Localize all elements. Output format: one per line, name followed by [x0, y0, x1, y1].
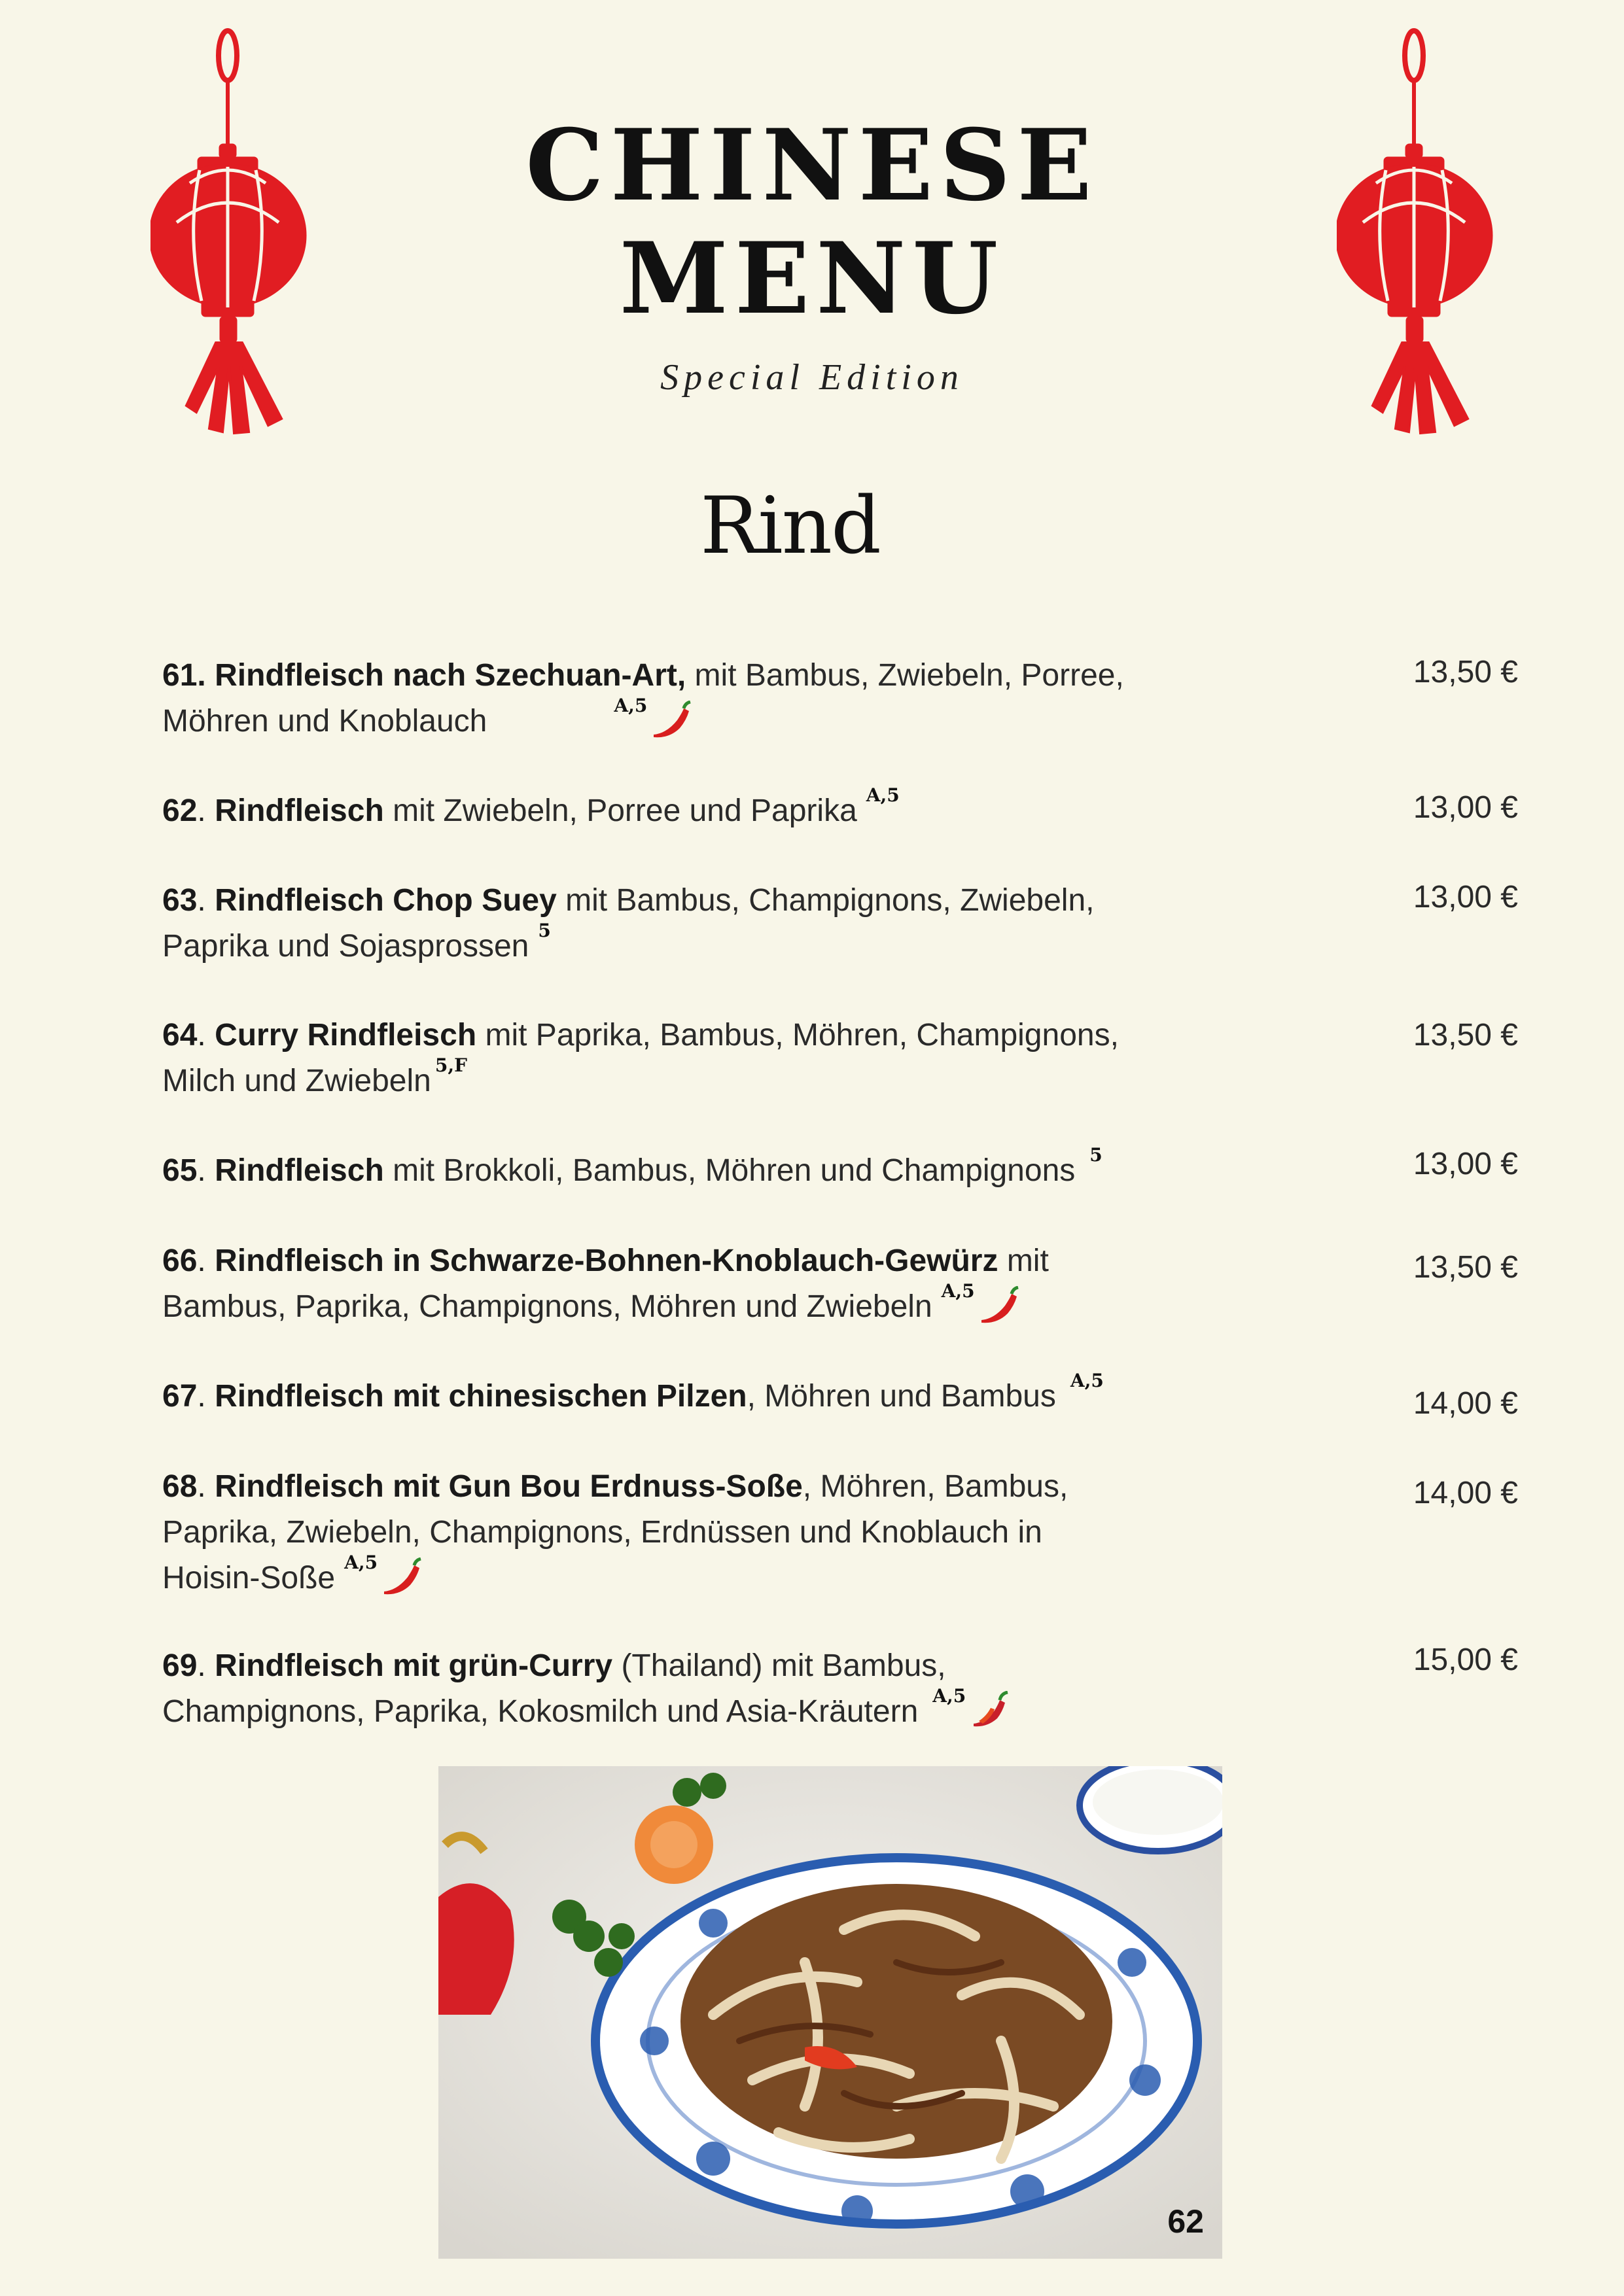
item-price: 13,50 € — [1413, 1018, 1518, 1052]
item-description: Hoisin-Soße — [162, 1561, 336, 1595]
menu-title-line2: MENU — [619, 221, 1005, 336]
menu-item: 63. Rindfleisch Chop Suey mit Bambus, Champignons, Zwiebeln, Paprika und Sojasprossen $^5$ — [162, 883, 1095, 964]
item-name: Rindfleisch mit Gun Bou Erdnuss-Soße — [215, 1469, 803, 1504]
item-description: Bambus, Paprika, Champignons, Möhren und Zwiebeln — [162, 1289, 932, 1324]
chili-pepper-icon — [966, 1691, 1013, 1730]
item-description: mit Brokkoli, Bambus, Möhren und Champignons — [383, 1153, 1076, 1188]
item-name: Rindfleisch in Schwarze-Bohnen-Knoblauch-Gewürz — [215, 1244, 998, 1278]
menu-item: 67. Rindfleisch mit chinesischen Pilzen, Möhren und Bambus $^{A,5}$ — [162, 1370, 1104, 1414]
item-description: mit Zwiebeln, Porree und Paprika — [383, 793, 857, 828]
item-price: 13,00 € — [1413, 1147, 1518, 1181]
allergen-codes: A,5 — [614, 695, 648, 716]
photo-dish-number: 62 — [1167, 2203, 1204, 2240]
item-description: , Möhren und Bambus — [747, 1379, 1056, 1414]
item-name: Rindfleisch nach Szechuan-Art, — [215, 658, 686, 693]
allergen-codes: 5 — [1089, 1144, 1103, 1166]
chili-pepper-icon — [647, 701, 694, 740]
item-name: Rindfleisch — [215, 1153, 384, 1188]
allergen-codes: A,5 — [932, 1685, 966, 1707]
item-number: 63 — [162, 883, 198, 918]
item-description: , Möhren, Bambus, — [802, 1469, 1068, 1504]
item-description: mit Bambus, Champignons, Zwiebeln, — [556, 883, 1095, 918]
item-price: 15,00 € — [1413, 1643, 1518, 1677]
item-price: 13,50 € — [1413, 655, 1518, 689]
item-price: 13,00 € — [1413, 880, 1518, 914]
item-number: 68 — [162, 1469, 198, 1504]
item-number: 61. — [162, 658, 206, 693]
item-description: Champignons, Paprika, Kokosmilch und Asia-Kräutern — [162, 1694, 919, 1729]
item-description: Paprika, Zwiebeln, Champignons, Erdnüssen und Knoblauch in — [162, 1515, 1042, 1550]
menu-item: 64. Curry Rindfleisch mit Paprika, Bambus, Möhren, Champignons, Milch und Zwiebeln $^{5,F}$ — [162, 1018, 1119, 1098]
item-description: mit — [998, 1244, 1049, 1278]
item-price: 14,00 € — [1413, 1386, 1518, 1421]
item-name: Rindfleisch mit chinesischen Pilzen — [215, 1379, 747, 1414]
chili-pepper-icon — [378, 1557, 425, 1597]
allergen-codes: A,5 — [866, 784, 900, 806]
item-number: 66 — [162, 1244, 198, 1278]
item-name: Rindfleisch — [215, 793, 384, 828]
item-name: Curry Rindfleisch — [215, 1018, 477, 1052]
item-name: Rindfleisch Chop Suey — [215, 883, 557, 918]
menu-item: 66. Rindfleisch in Schwarze-Bohnen-Knoblauch-Gewürz mit Bambus, Paprika, Champignons, Möhren und Zwiebeln $^{A,5}$ — [162, 1238, 1262, 1334]
allergen-codes: 5,F — [434, 1054, 467, 1076]
chili-pepper-icon — [975, 1286, 1022, 1325]
item-price: 13,50 € — [1413, 1250, 1518, 1285]
allergen-codes: A,5 — [941, 1280, 975, 1302]
menu-item: 68. Rindfleisch mit Gun Bou Erdnuss-Soße, Möhren, Bambus, Paprika, Zwiebeln, Champignons, Erdnüssen und Knoblauch in Hoisin-Soße $^{A,5}$ — [162, 1464, 1262, 1605]
item-description: (Thailand) mit Bambus, — [612, 1648, 946, 1683]
allergen-codes: A,5 — [344, 1552, 378, 1573]
item-name: Rindfleisch mit grün-Curry — [215, 1648, 613, 1683]
item-number: 69 — [162, 1648, 198, 1683]
item-description: mit Paprika, Bambus, Möhren, Champignons, — [476, 1018, 1119, 1052]
menu-title-line1: CHINESE — [525, 108, 1099, 223]
item-number: 62 — [162, 793, 198, 828]
dish-photo — [438, 1766, 1222, 2259]
item-description: mit Bambus, Zwiebeln, Porree, — [686, 658, 1124, 693]
item-number: 64 — [162, 1018, 198, 1052]
item-description: Möhren und Knoblauch — [162, 704, 487, 739]
menu-item: 69. Rindfleisch mit grün-Curry (Thailand) mit Bambus, Champignons, Paprika, Kokosmilch und Asia-Kräutern $^{A,5}$ — [162, 1643, 1262, 1739]
allergen-codes: A,5 — [1070, 1370, 1104, 1391]
item-description: Milch und Zwiebeln — [162, 1064, 431, 1098]
menu-subtitle: Special Edition — [660, 357, 964, 398]
menu-item: 65. Rindfleisch mit Brokkoli, Bambus, Möhren und Champignons $^5$ — [162, 1144, 1103, 1188]
item-price: 13,00 € — [1413, 790, 1518, 825]
menu-item — [162, 653, 1262, 748]
item-price: 14,00 € — [1413, 1476, 1518, 1510]
section-title: Rind — [700, 481, 880, 572]
dish-illustration — [438, 1766, 1222, 2259]
menu-item: 62. Rindfleisch mit Zwiebeln, Porree und Paprika $^{A,5}$ — [162, 784, 900, 828]
item-description: Paprika und Sojasprossen — [162, 929, 529, 964]
allergen-codes: 5 — [538, 920, 551, 941]
item-number: 65 — [162, 1153, 198, 1188]
item-number: 67 — [162, 1379, 198, 1414]
